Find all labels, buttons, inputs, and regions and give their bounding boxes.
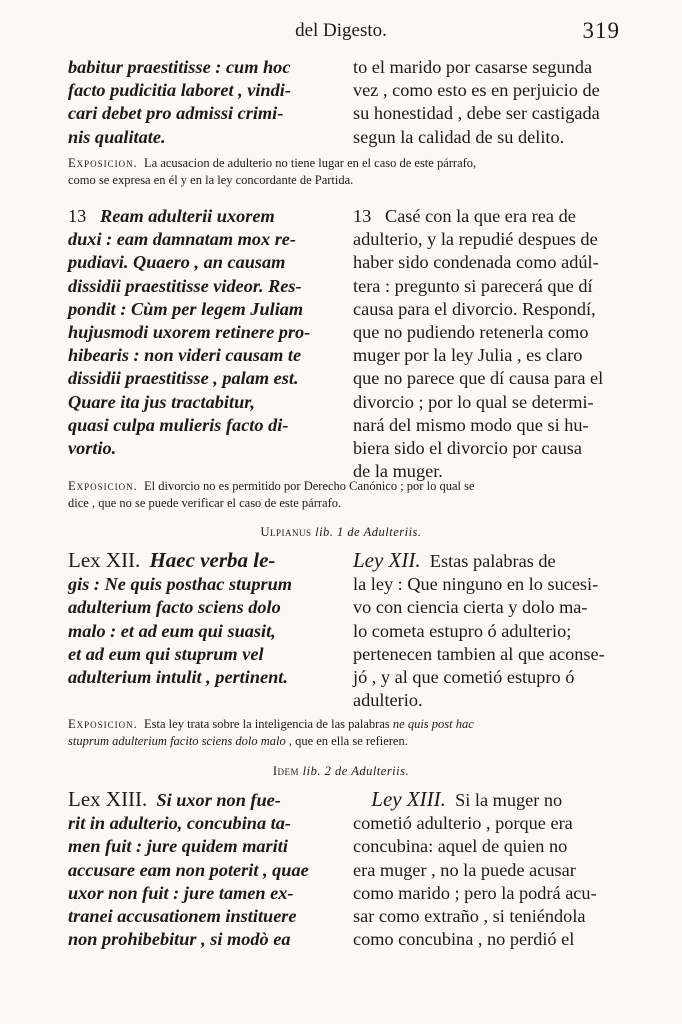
exposition-heading: Exposicion. <box>68 717 138 731</box>
text-line: segun la calidad de su delito. <box>353 126 565 147</box>
text-line: era muger , no la puede acusar <box>353 859 576 880</box>
text-line: jó , y al que cometió estupro ó <box>353 667 575 688</box>
text-line: Ream adulterii uxorem <box>100 206 275 226</box>
text-line: adulterium facto sciens dolo <box>68 597 281 618</box>
text-line: Haec verba le- <box>149 548 276 572</box>
text-line: men fuit : jure quidem mariti <box>68 836 288 857</box>
running-head: del Digesto. <box>295 20 387 41</box>
text-line: Esta ley trata sobre la inteligencia de las palabras <box>144 717 390 731</box>
text-line: dice , que no se puede verificar el caso de este párrafo. <box>68 496 342 510</box>
exposition-heading: Exposicion. <box>68 479 138 493</box>
text-line: muger por la ley Julia , es claro <box>353 345 583 366</box>
text-line: uxor non fuit : jure tamen ex- <box>68 882 294 903</box>
law-label: Ley XII. <box>353 548 421 572</box>
text-line: haber sido condenada como adúl- <box>353 252 599 273</box>
text-line: dissidii praestitisse , palam est. <box>68 368 299 389</box>
text-line: facto pudicitia laboret , vindi- <box>68 80 291 101</box>
text-line: pondit : Cùm per legem Juliam <box>68 298 304 319</box>
text-line: tranei accusationem instituere <box>68 906 297 927</box>
text-line: stuprum adulterium facito sciens dolo malo <box>68 734 286 748</box>
text-line: vo con ciencia cierta y dolo ma- <box>353 597 588 618</box>
paragraph-number: 13 <box>68 206 87 226</box>
citation-author: Ulpianus <box>260 525 312 539</box>
text-line: lo cometa estupro ó adulterio; <box>353 620 572 641</box>
text-line: cometió adulterio , porque era <box>353 813 573 834</box>
text-line: to el marido por casarse segunda <box>353 57 593 77</box>
text-line: que no parece que dí causa para el <box>353 368 604 389</box>
text-line: gis : Ne quis posthac stuprum <box>68 574 292 595</box>
text-line: Si la muger no <box>455 790 563 810</box>
text-line: adulterio. <box>353 690 423 711</box>
text-line: nis qualitate. <box>68 126 166 147</box>
text-line: como marido ; pero la podrá acu- <box>353 882 597 903</box>
text-line: cari debet pro admissi crimi- <box>68 103 284 124</box>
text-line: adulterium intulit , pertinent. <box>68 667 288 688</box>
law-label: Lex XIII. <box>68 787 148 811</box>
latin-text <box>68 788 334 951</box>
text-line: como concubina , no perdió el <box>353 929 575 950</box>
text-line: El divorcio no es permitido por Derecho Canónico ; por lo qual se <box>144 479 475 493</box>
text-line: quasi culpa mulieris facto di- <box>68 414 289 435</box>
text-line: et ad eum qui stuprum vel <box>68 643 264 664</box>
text-line: como se expresa en él y en la ley concordante de Partida. <box>68 173 354 187</box>
text-line: concubina: aquel de quien no <box>353 836 568 857</box>
law-label: Lex XII. <box>68 548 141 572</box>
text-line: rit in adulterio, concubina ta- <box>68 813 291 834</box>
latin-text <box>68 549 334 689</box>
source-citation <box>0 525 682 540</box>
text-line: , que en ella se refieren. <box>288 734 408 748</box>
text-line: babitur praestitisse : cum hoc <box>68 57 291 77</box>
text-line: hibearis : non videri causam te <box>68 345 302 366</box>
citation-work: lib. 1 de Adulteriis. <box>315 525 422 539</box>
text-line: biera sido el divorcio por causa <box>353 438 582 459</box>
text-line: divorcio ; por lo qual se determi- <box>353 391 594 412</box>
text-line: accusare eam non poterit , quae <box>68 859 309 880</box>
page-header <box>0 18 682 48</box>
spanish-text <box>353 205 617 483</box>
text-line: duxi : eam damnatam mox re- <box>68 229 297 250</box>
text-line: adulterio, y la repudié despues de <box>353 229 598 250</box>
latin-text <box>68 205 334 460</box>
text-line: de la muger. <box>353 461 443 482</box>
text-line: nará del mismo modo que si hu- <box>353 414 589 435</box>
text-line: Casé con la que era rea de <box>385 206 576 226</box>
source-citation <box>0 764 682 779</box>
exposition-note <box>68 155 616 189</box>
latin-text <box>68 56 334 149</box>
text-line: su honestidad , debe ser castigada <box>353 103 600 124</box>
text-line: Si uxor non fue- <box>156 790 281 810</box>
exposition-note <box>68 478 616 512</box>
text-line: La acusacion de adulterio no tiene lugar en el caso de este párrafo, <box>144 156 477 170</box>
text-line: vortio. <box>68 438 117 459</box>
spanish-text <box>353 549 617 712</box>
text-line: sar como extraño , si teniéndola <box>353 906 586 927</box>
text-line: pertenecen tambien al que aconse- <box>353 643 605 664</box>
exposition-note <box>68 716 616 750</box>
text-line: la ley : Que ninguno en lo sucesi- <box>353 574 599 595</box>
paragraph-number: 13 <box>353 206 372 226</box>
text-line: ne quis post hac <box>392 717 474 731</box>
text-line: tera : pregunto si parecerá que dí <box>353 275 593 296</box>
text-line: non prohibebitur , si modò ea <box>68 929 291 950</box>
text-line: hujusmodi uxorem retinere pro- <box>68 322 311 343</box>
text-line: pudiavi. Quaero , an causam <box>68 252 286 273</box>
text-line: Estas palabras de <box>429 551 556 571</box>
text-line: que no pudiendo retenerla como <box>353 322 589 343</box>
text-line: vez , como esto es en perjuicio de <box>353 80 600 101</box>
exposition-heading: Exposicion. <box>68 156 138 170</box>
spanish-text <box>353 56 617 149</box>
text-line: Quare ita jus tractabitur, <box>68 391 255 412</box>
citation-author: Idem <box>272 764 300 778</box>
page-number: 319 <box>582 18 620 43</box>
text-line: malo : et ad eum qui suasit, <box>68 620 276 641</box>
law-label: Ley XIII. <box>371 787 446 811</box>
spanish-text <box>353 788 617 951</box>
text-line: causa para el divorcio. Respondí, <box>353 298 596 319</box>
text-line: dissidii praestitisse videor. Res- <box>68 275 302 296</box>
citation-work: lib. 2 de Adulteriis. <box>302 764 410 778</box>
